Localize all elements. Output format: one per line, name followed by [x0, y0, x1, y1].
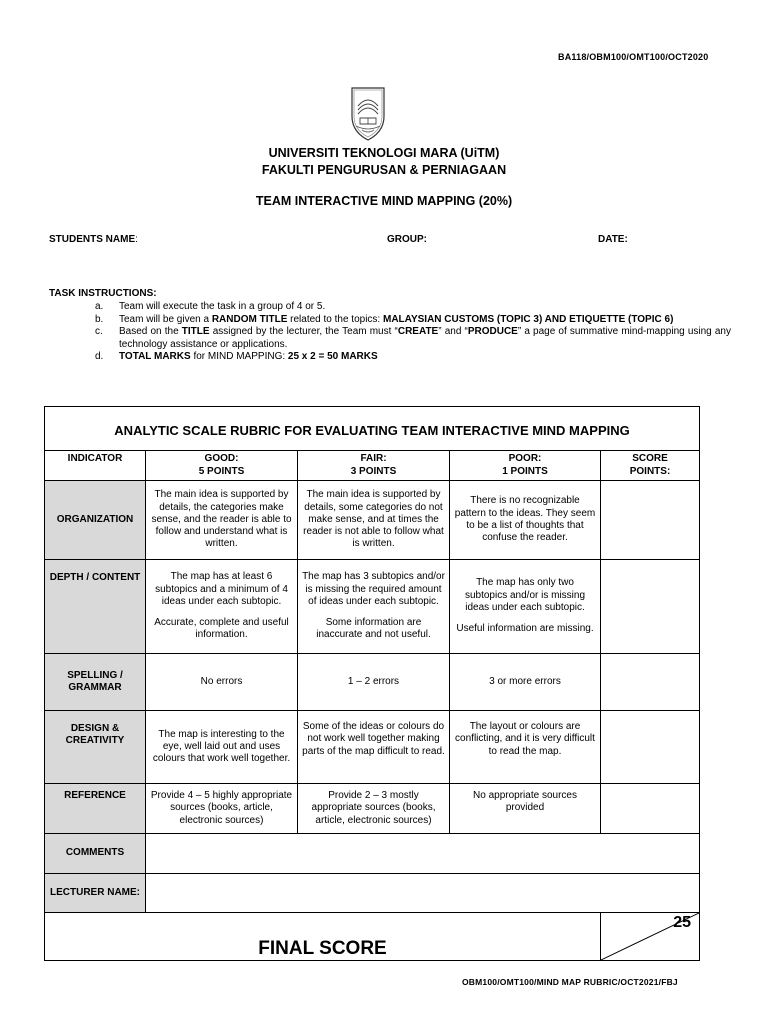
- table-row: [45, 654, 700, 711]
- university-name: UNIVERSITI TEKNOLOGI MARA (UiTM): [268, 146, 500, 160]
- score-cell[interactable]: [601, 784, 700, 834]
- indicator-reference: REFERENCE: [45, 784, 146, 834]
- indicator-depth-content: DEPTH / CONTENT: [45, 560, 146, 654]
- assessment-title: TEAM INTERACTIVE MIND MAPPING (20%): [255, 194, 513, 208]
- poor-cell: The map has only two subtopics and/or is missing ideas under each subtopic. Useful information are missing.: [450, 560, 601, 654]
- final-score-label-cell: [45, 913, 601, 961]
- score-header: SCORE POINTS:: [601, 451, 700, 481]
- fair-cell: Provide 2 – 3 mostly appropriate sources (books, article, electronic sources): [298, 784, 450, 834]
- faculty-name: FAKULTI PENGURUSAN & PERNIAGAAN: [261, 163, 507, 177]
- good-cell: No errors: [146, 654, 298, 711]
- good-cell: Provide 4 – 5 highly appropriate sources (books, article, electronic sources): [146, 784, 298, 834]
- task-instructions-heading: TASK INSTRUCTIONS:: [49, 288, 157, 299]
- comments-label: COMMENTS: [45, 834, 146, 874]
- indicator-spelling-grammar: SPELLING / GRAMMAR: [45, 654, 146, 711]
- score-cell[interactable]: [601, 481, 700, 560]
- score-cell[interactable]: [601, 560, 700, 654]
- score-cell[interactable]: [601, 654, 700, 711]
- good-header: GOOD: 5 POINTS: [146, 451, 298, 481]
- final-score-row: [45, 913, 700, 961]
- students-name-label: STUDENTS NAME:: [49, 234, 138, 245]
- max-score: 25: [673, 914, 692, 931]
- task-item: d. TOTAL MARKS for MIND MAPPING: 25 x 2 = 50 MARKS: [95, 351, 378, 362]
- indicator-design-creativity: DESIGN & CREATIVITY: [45, 711, 146, 784]
- lecturer-name-label: LECTURER NAME:: [45, 874, 146, 913]
- poor-cell: The layout or colours are conflicting, and it is very difficult to read the map.: [450, 711, 601, 784]
- final-score-cell[interactable]: [601, 913, 700, 961]
- indicator-organization: ORGANIZATION: [45, 481, 146, 560]
- task-item: a. Team will execute the task in a group of 4 or 5.: [95, 301, 326, 312]
- uitm-crest-icon: [346, 84, 390, 142]
- fair-header: FAIR: 3 POINTS: [298, 451, 450, 481]
- group-label: GROUP:: [387, 234, 427, 245]
- table-row: [45, 784, 700, 834]
- fair-cell: 1 – 2 errors: [298, 654, 450, 711]
- final-score-label: FINAL SCORE: [258, 937, 387, 959]
- rubric-title: ANALYTIC SCALE RUBRIC FOR EVALUATING TEAM INTERACTIVE MIND MAPPING: [45, 407, 700, 451]
- rubric-header-row: [45, 451, 700, 481]
- indicator-header: INDICATOR: [45, 451, 146, 481]
- table-row: [45, 481, 700, 560]
- lecturer-name-field[interactable]: [146, 874, 700, 913]
- footer-code: OBM100/OMT100/MIND MAP RUBRIC/OCT2021/FBJ: [462, 977, 678, 987]
- document-code: BA118/OBM100/OMT100/OCT2020: [558, 52, 709, 62]
- date-label: DATE:: [598, 234, 628, 245]
- poor-header: POOR: 1 POINTS: [450, 451, 601, 481]
- poor-cell: No appropriate sources provided: [450, 784, 601, 834]
- lecturer-row: [45, 874, 700, 913]
- rubric-table: [44, 406, 700, 961]
- poor-cell: There is no recognizable pattern to the ideas. They seem to be a list of thoughts that confuse the reader.: [450, 481, 601, 560]
- poor-cell: 3 or more errors: [450, 654, 601, 711]
- table-row: [45, 560, 700, 654]
- comments-field[interactable]: [146, 834, 700, 874]
- task-item: c. Based on the TITLE assigned by the lecturer, the Team must “CREATE” and “PRODUCE” a page of summative mind-mapping using any technology assistance or applications.: [95, 326, 731, 350]
- score-cell[interactable]: [601, 711, 700, 784]
- task-item: b. Team will be given a RANDOM TITLE related to the topics: MALAYSIAN CUSTOMS (TOPIC 3) AND ETIQUETTE (TOPIC 6): [95, 313, 674, 325]
- fair-cell: Some of the ideas or colours do not work well together making parts of the map difficult to read.: [298, 711, 450, 784]
- task-instructions-list: [95, 301, 731, 364]
- fair-cell: The map has 3 subtopics and/or is missing the required amount of ideas under each subtopic. Some information are inaccurate and not useful.: [298, 560, 450, 654]
- comments-row: [45, 834, 700, 874]
- good-cell: The main idea is supported by details, the categories make sense, and the reader is able to follow and understand what is written.: [146, 481, 298, 560]
- fair-cell: The main idea is supported by details, some categories do not make sense, and at times the reader is not able to follow what is written.: [298, 481, 450, 560]
- good-cell: The map is interesting to the eye, well laid out and uses colours that work well together.: [146, 711, 298, 784]
- table-row: [45, 711, 700, 784]
- good-cell: The map has at least 6 subtopics and a minimum of 4 ideas under each subtopic. Accurate, complete and useful information.: [146, 560, 298, 654]
